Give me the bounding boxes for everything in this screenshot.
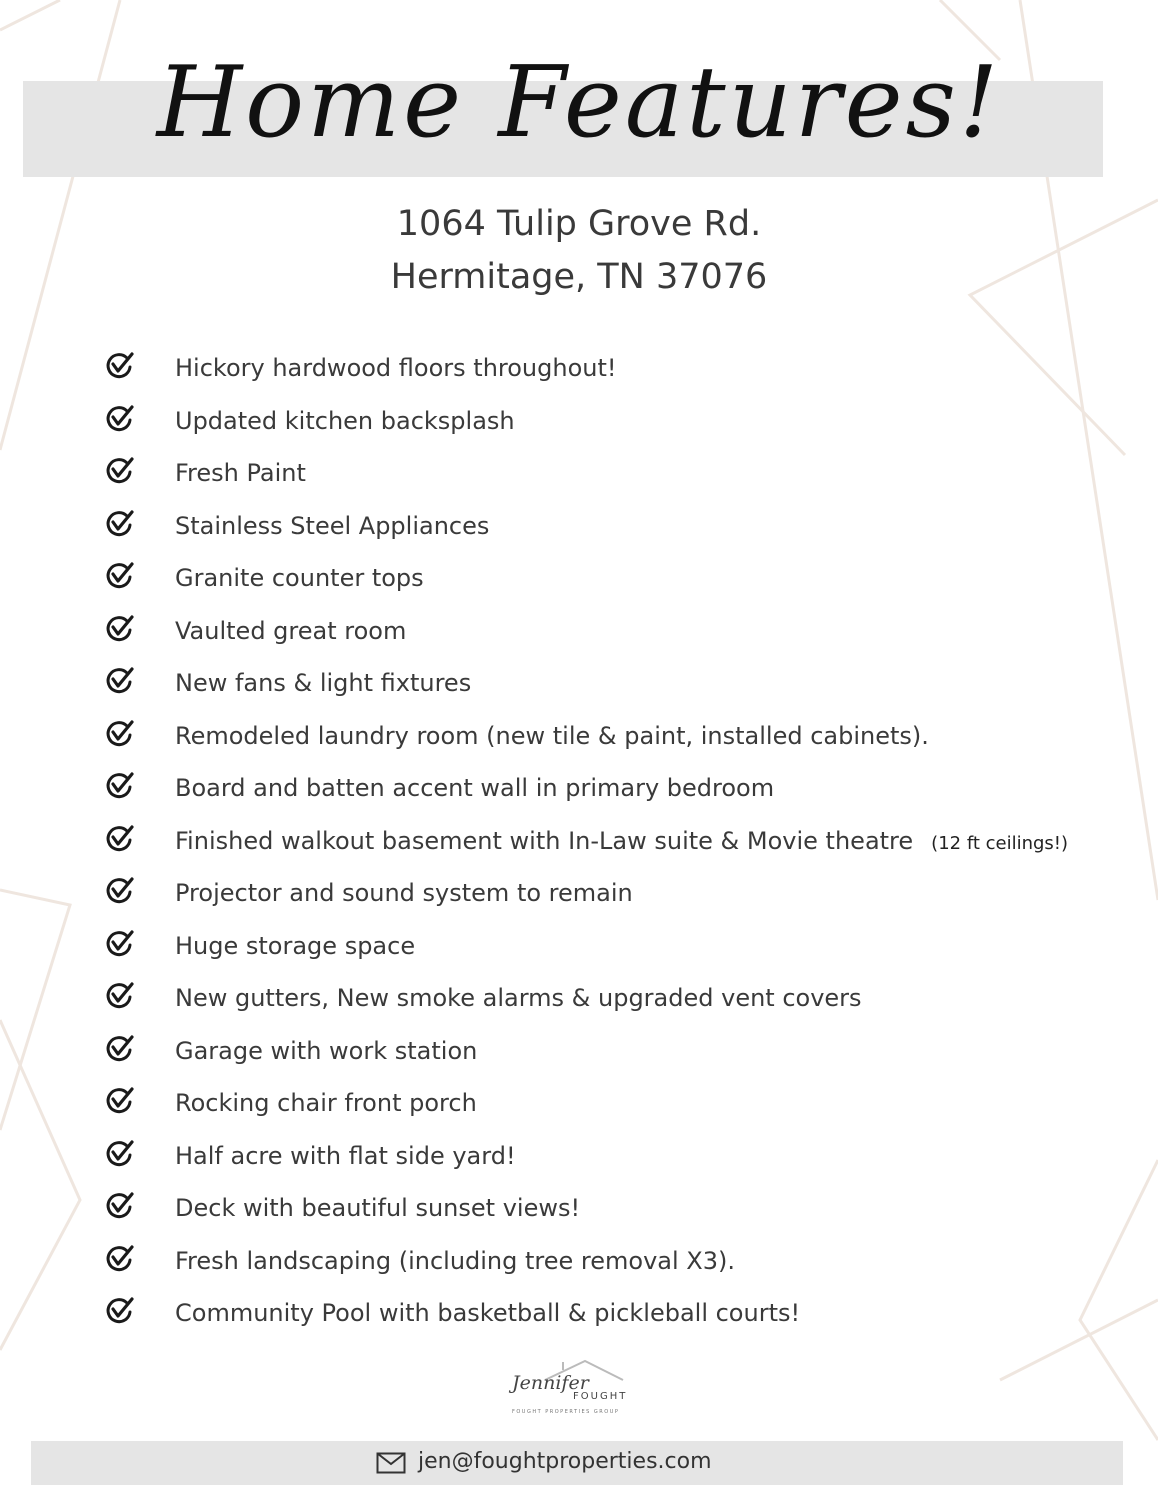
feature-label: New fans & light fixtures (175, 669, 472, 697)
feature-item (0, 1129, 1158, 1181)
address-street: 1064 Tulip Grove Rd. (396, 204, 762, 244)
feature-label: Fresh landscaping (including tree removal X3). (175, 1246, 735, 1275)
feature-text (175, 563, 424, 593)
feature-item (0, 604, 1158, 656)
feature-text (175, 511, 489, 541)
check-circle-icon (105, 666, 135, 696)
check-circle-icon (105, 876, 135, 906)
feature-label: New gutters, New smoke alarms & upgraded vent covers (175, 984, 862, 1012)
feature-text (175, 1193, 580, 1223)
address-block (0, 198, 1158, 304)
feature-text (175, 721, 929, 751)
feature-label: Stainless Steel Appliances (175, 511, 490, 540)
check-circle-icon (105, 1139, 135, 1169)
feature-item (0, 446, 1158, 498)
feature-text (175, 1141, 516, 1171)
check-circle-icon (105, 1034, 135, 1064)
feature-text (175, 616, 406, 646)
check-circle-icon (105, 1296, 135, 1326)
page-title: Home Features! (156, 46, 1002, 160)
address-city: Hermitage, TN 37076 (390, 257, 768, 297)
feature-label: Hickory hardwood floors throughout! (175, 354, 617, 382)
feature-text (175, 353, 617, 383)
check-circle-icon (105, 1086, 135, 1116)
check-circle-icon (105, 456, 135, 486)
feature-item (0, 656, 1158, 708)
contact-email-link[interactable]: jen@foughtproperties.com (418, 1449, 712, 1474)
feature-text (175, 773, 774, 803)
feature-label: Rocking chair front porch (175, 1089, 477, 1117)
feature-item (0, 1234, 1158, 1286)
check-circle-icon (105, 719, 135, 749)
feature-text (175, 1246, 735, 1276)
feature-label: Remodeled laundry room (new tile & paint, installed cabinets). (175, 721, 929, 750)
feature-item (0, 1181, 1158, 1233)
check-circle-icon (105, 981, 135, 1011)
feature-text (175, 983, 862, 1013)
feature-label: Projector and sound system to remain (175, 879, 633, 907)
logo-last-name: FOUGHT (573, 1391, 628, 1402)
brand-logo (505, 1358, 635, 1420)
feature-item (0, 499, 1158, 551)
check-circle-icon (105, 561, 135, 591)
feature-text (175, 1036, 477, 1066)
check-circle-icon (105, 1244, 135, 1274)
feature-label: Granite counter tops (175, 564, 424, 592)
check-circle-icon (105, 351, 135, 381)
check-circle-icon (105, 614, 135, 644)
feature-label: Board and batten accent wall in primary bedroom (175, 774, 775, 802)
check-circle-icon (105, 929, 135, 959)
feature-label: Half acre with flat side yard! (175, 1141, 516, 1170)
check-circle-icon (105, 509, 135, 539)
check-circle-icon (105, 824, 135, 854)
feature-label: Deck with beautiful sunset views! (175, 1194, 581, 1222)
feature-text (175, 668, 471, 698)
feature-label: Garage with work station (175, 1036, 478, 1065)
feature-text (175, 1088, 477, 1118)
mail-icon (376, 1452, 406, 1474)
feature-text (175, 931, 415, 961)
check-circle-icon (105, 771, 135, 801)
logo-first-name: Jennifer (512, 1372, 589, 1394)
logo-tagline: FOUGHT PROPERTIES GROUP (512, 1409, 620, 1415)
feature-label: Community Pool with basketball & pickleball courts! (175, 1299, 801, 1327)
feature-item (0, 971, 1158, 1023)
feature-text (175, 1298, 800, 1328)
check-circle-icon (105, 1191, 135, 1221)
feature-item (0, 1286, 1158, 1338)
feature-item (0, 814, 1158, 866)
feature-label: Vaulted great room (175, 616, 407, 645)
feature-item (0, 394, 1158, 446)
feature-item (0, 866, 1158, 918)
feature-item (0, 761, 1158, 813)
feature-text (175, 406, 515, 436)
feature-item (0, 341, 1158, 393)
feature-text (175, 458, 306, 488)
feature-label: Updated kitchen backsplash (175, 406, 515, 435)
feature-label: Huge storage space (175, 931, 416, 960)
feature-item (0, 709, 1158, 761)
feature-item (0, 551, 1158, 603)
feature-text (175, 878, 633, 908)
feature-label: Fresh Paint (175, 459, 306, 487)
feature-text (175, 826, 1068, 859)
check-circle-icon (105, 404, 135, 434)
feature-item (0, 919, 1158, 971)
feature-item (0, 1076, 1158, 1128)
feature-note: (12 ft ceilings!) (931, 832, 1069, 854)
feature-label: Finished walkout basement with In-Law suite & Movie theatre (175, 826, 914, 855)
feature-item (0, 1024, 1158, 1076)
